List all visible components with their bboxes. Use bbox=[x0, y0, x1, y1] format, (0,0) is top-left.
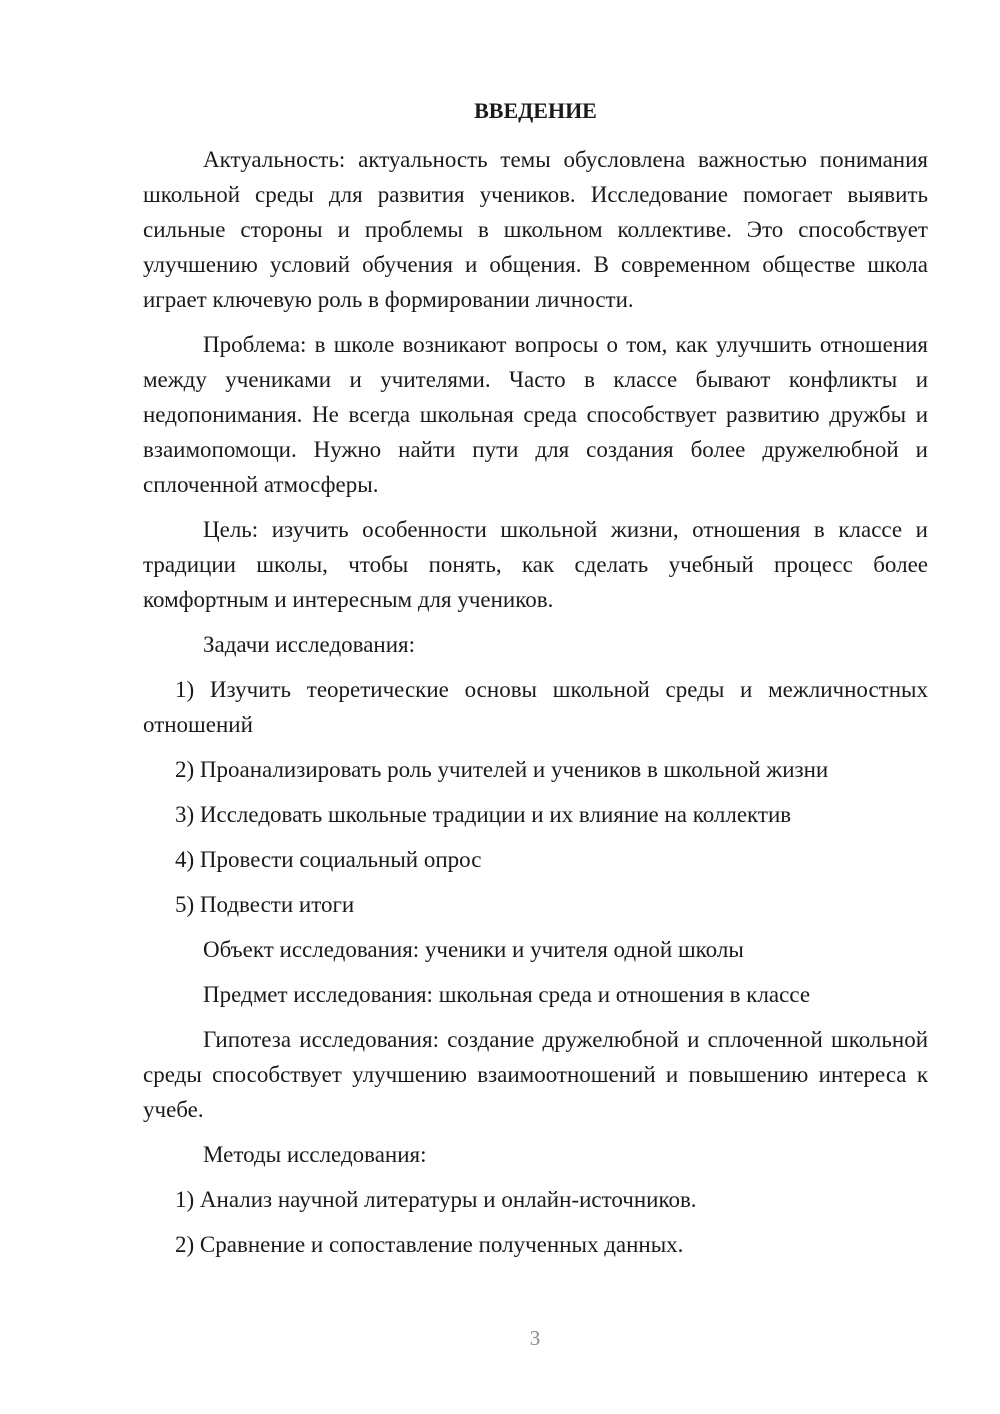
method-item-2: 2) Сравнение и сопоставление полученных данных. bbox=[175, 1232, 684, 1257]
task-item-2: 2) Проанализировать роль учителей и учеников в школьной жизни bbox=[175, 757, 829, 782]
problem-paragraph: Проблема: в школе возникают вопросы о том, как улучшить отношения между учениками и учителями. Часто в классе бывают конфликты и недопонимания. Не всегда школьная среда способствует развитию дружбы и взаимопомощи. Нужно найти пути для создания более дружелюбной и сплоченной атмосферы. bbox=[143, 332, 928, 497]
research-subject: Предмет исследования: школьная среда и отношения в классе bbox=[203, 982, 811, 1007]
tasks-heading: Задачи исследования: bbox=[203, 632, 416, 657]
document-page bbox=[143, 93, 928, 1272]
page-number: 3 bbox=[529, 1326, 541, 1350]
task-item-1: 1) Изучить теоретические основы школьной среды и межличностных отношений bbox=[143, 677, 928, 737]
task-item-3: 3) Исследовать школьные традиции и их влияние на коллектив bbox=[175, 802, 792, 827]
methods-heading: Методы исследования: bbox=[203, 1142, 427, 1167]
task-item-5: 5) Подвести итоги bbox=[175, 892, 355, 917]
hypothesis-paragraph: Гипотеза исследования: создание дружелюбной и сплоченной школьной среды способствует улучшению взаимоотношений и повышению интереса к учебе. bbox=[143, 1027, 928, 1122]
goal-paragraph: Цель: изучить особенности школьной жизни, отношения в классе и традиции школы, чтобы понять, как сделать учебный процесс более комфортным и интересным для учеников. bbox=[143, 517, 928, 612]
section-title: ВВЕДЕНИЕ bbox=[474, 98, 597, 123]
relevance-paragraph: Актуальность: актуальность темы обусловлена важностью понимания школьной среды для развития учеников. Исследование помогает выявить сильные стороны и проблемы в школьном коллективе. Это способствует улучшению условий обучения и общения. В современном обществе школа играет ключевую роль в формировании личности. bbox=[143, 147, 928, 312]
method-item-1: 1) Анализ научной литературы и онлайн-источников. bbox=[175, 1187, 697, 1212]
research-object: Объект исследования: ученики и учителя одной школы bbox=[203, 937, 744, 962]
task-item-4: 4) Провести социальный опрос bbox=[175, 847, 482, 872]
